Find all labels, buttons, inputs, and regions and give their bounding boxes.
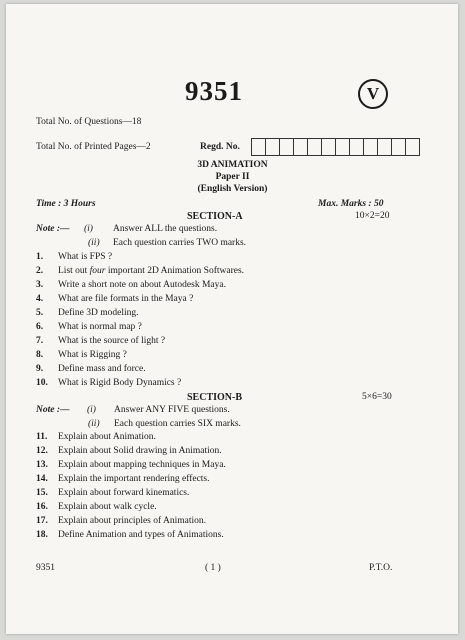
- question-number: 6.: [36, 322, 44, 332]
- total-questions: Total No. of Questions—18: [36, 117, 142, 127]
- question-17: [36, 516, 206, 526]
- question-9: [36, 364, 146, 374]
- section-a-note-label: Note :—: [36, 224, 70, 234]
- question-number: 11.: [36, 432, 48, 442]
- question-text: Explain about walk cycle.: [58, 502, 157, 512]
- subject-title: 3D ANIMATION: [197, 160, 268, 170]
- question-number: 13.: [36, 460, 48, 470]
- paper-title: Paper II: [215, 172, 250, 182]
- question-text: What is Rigging ?: [58, 350, 127, 360]
- regd-label: Regd. No.: [200, 142, 240, 152]
- question-text: What are file formats in the Maya ?: [58, 294, 194, 304]
- time-label: Time : 3 Hours: [36, 199, 96, 209]
- question-8: [36, 350, 127, 360]
- question-number: 8.: [36, 350, 44, 360]
- section-b-note-ii-num: (ii): [88, 419, 100, 429]
- question-text: Explain about principles of Animation.: [58, 516, 207, 526]
- version-badge: V: [358, 79, 388, 109]
- section-b-note-i: Answer ANY FIVE questions.: [114, 405, 230, 415]
- question-number: 18.: [36, 530, 48, 540]
- section-a-marks: 10×2=20: [355, 211, 390, 221]
- question-text: [58, 266, 244, 276]
- printed-pages: Total No. of Printed Pages—2: [36, 142, 151, 152]
- question-number: 7.: [36, 336, 44, 346]
- question-3: [36, 280, 226, 290]
- paper-code: 9351: [185, 76, 243, 106]
- question-11: [36, 432, 156, 442]
- question-text: What is FPS ?: [58, 252, 113, 262]
- question-text: What is Rigid Body Dynamics ?: [58, 378, 182, 388]
- question-number: 15.: [36, 488, 48, 498]
- question-1: [36, 252, 112, 262]
- question-6: [36, 322, 142, 332]
- question-text: Explain about mapping techniques in Maya.: [58, 460, 226, 470]
- question-text-em: four: [89, 266, 106, 276]
- question-10: [36, 378, 181, 388]
- question-5: [36, 308, 138, 318]
- section-a-note-ii: Each question carries TWO marks.: [113, 238, 247, 248]
- question-text: Write a short note on about Autodesk Maya.: [58, 280, 226, 290]
- section-b-note-ii: Each question carries SIX marks.: [114, 419, 241, 429]
- question-number: 10.: [36, 378, 48, 388]
- question-4: [36, 294, 193, 304]
- question-text: Define Animation and types of Animations.: [58, 530, 224, 540]
- section-a-note-ii-num: (ii): [88, 238, 100, 248]
- question-number: 4.: [36, 294, 44, 304]
- question-text: What is normal map ?: [58, 322, 142, 332]
- question-16: [36, 502, 157, 512]
- section-a-title: SECTION-A: [187, 211, 243, 222]
- section-b-title: SECTION-B: [187, 392, 243, 403]
- question-text: Explain about forward kinematics.: [58, 488, 190, 498]
- question-number: 9.: [36, 364, 44, 374]
- question-text: Define 3D modeling.: [58, 308, 139, 318]
- footer-code: 9351: [36, 563, 55, 573]
- section-b-note-i-num: (i): [87, 405, 96, 415]
- question-text: Explain the important rendering effects.: [58, 474, 210, 484]
- section-a-note-i: Answer ALL the questions.: [113, 224, 218, 234]
- question-12: [36, 446, 222, 456]
- question-text: Explain about Animation.: [58, 432, 156, 442]
- question-number: 16.: [36, 502, 48, 512]
- question-number: 14.: [36, 474, 48, 484]
- max-marks: Max. Marks : 50: [318, 199, 384, 209]
- question-text: Explain about Solid drawing in Animation.: [58, 446, 222, 456]
- question-2: [36, 266, 244, 276]
- question-number: 17.: [36, 516, 48, 526]
- question-number: 3.: [36, 280, 44, 290]
- question-text-pre: List out: [58, 266, 90, 276]
- question-number: 12.: [36, 446, 48, 456]
- question-text: What is the source of light ?: [58, 336, 166, 346]
- question-number: 1.: [36, 252, 44, 262]
- regd-number-boxes: [252, 138, 420, 156]
- question-text-post: important 2D Animation Softwares.: [105, 266, 245, 276]
- section-b-marks: 5×6=30: [362, 392, 392, 402]
- pto-label: P.T.O.: [369, 563, 393, 573]
- question-7: [36, 336, 165, 346]
- question-number: 2.: [36, 266, 44, 276]
- question-text: Define mass and force.: [58, 364, 146, 374]
- question-14: [36, 474, 210, 484]
- question-13: [36, 460, 226, 470]
- section-b-note-label: Note :—: [36, 405, 70, 415]
- question-number: 5.: [36, 308, 44, 318]
- question-18: [36, 530, 224, 540]
- page-number: ( 1 ): [205, 563, 221, 573]
- version-title: (English Version): [197, 184, 268, 194]
- section-a-note-i-num: (i): [84, 224, 93, 234]
- question-15: [36, 488, 189, 498]
